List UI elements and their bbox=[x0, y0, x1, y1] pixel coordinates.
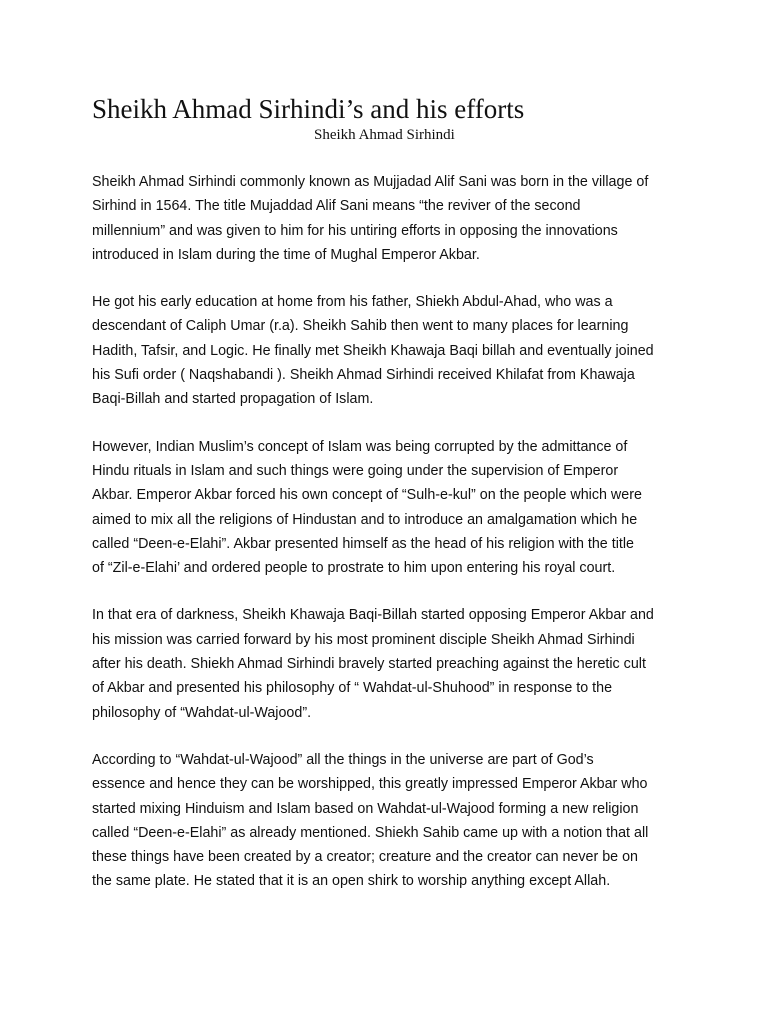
paragraph-line: started mixing Hinduism and Islam based on Wahdat-ul-Wajood forming a new religion bbox=[92, 800, 639, 817]
paragraph-line: called “Deen-e-Elahi” as already mentioned. Shiekh Sahib came up with a notion that all bbox=[92, 824, 649, 841]
paragraph-line: aimed to mix all the religions of Hindustan and to introduce an amalgamation which he bbox=[92, 511, 638, 528]
paragraph-line: after his death. Shiekh Ahmad Sirhindi bravely started preaching against the heretic cult bbox=[92, 656, 646, 673]
paragraph-line: However, Indian Muslim’s concept of Islam was being corrupted by the admittance of bbox=[92, 438, 628, 455]
paragraph-line: According to “Wahdat-ul-Wajood” all the things in the universe are part of God’s bbox=[92, 751, 594, 768]
paragraph-line: Baqi-Billah and started propagation of Islam. bbox=[92, 391, 374, 408]
paragraph-2 bbox=[92, 290, 682, 411]
paragraph-line: philosophy of “Wahdat-ul-Wajood”. bbox=[92, 704, 312, 721]
paragraph-line: of Akbar and presented his philosophy of “ Wahdat-ul-Shuhood” in response to the bbox=[92, 680, 613, 697]
paragraph-line: Hindu rituals in Islam and such things were going under the supervision of Emperor bbox=[92, 462, 619, 479]
paragraph-line: Sheikh Ahmad Sirhindi commonly known as Mujjadad Alif Sani was born in the village of bbox=[92, 174, 649, 190]
paragraph-line: Hadith, Tafsir, and Logic. He finally met Sheikh Khawaja Baqi billah and eventually joined bbox=[92, 342, 654, 359]
paragraph-3 bbox=[92, 435, 682, 581]
paragraph-line: In that era of darkness, Sheikh Khawaja Baqi-Billah started opposing Emperor Akbar and bbox=[92, 607, 654, 624]
paragraph-line: essence and hence they can be worshipped, this greatly impressed Emperor Akbar who bbox=[92, 776, 648, 793]
paragraph-line: the same plate. He stated that it is an open shirk to worship anything except Allah. bbox=[92, 873, 611, 890]
paragraph-4 bbox=[92, 603, 682, 724]
paragraph-line: introduced in Islam during the time of Mughal Emperor Akbar. bbox=[92, 246, 480, 263]
paragraph-line: He got his early education at home from his father, Shiekh Abdul-Ahad, who was a bbox=[92, 294, 613, 311]
document-subtitle: Sheikh Ahmad Sirhindi bbox=[314, 127, 455, 143]
paragraph-line: of “Zil-e-Elahi’ and ordered people to prostrate to him upon entering his royal court. bbox=[92, 560, 616, 577]
paragraph-line: millennium” and was given to him for his untiring efforts in opposing the innovations bbox=[92, 222, 618, 239]
paragraph-line: Akbar. Emperor Akbar forced his own concept of “Sulh-e-kul” on the people which were bbox=[92, 487, 642, 504]
document-body bbox=[92, 170, 682, 917]
paragraph-line: Sirhind in 1564. The title Mujaddad Alif Sani means “the reviver of the second bbox=[92, 198, 581, 215]
paragraph-1 bbox=[92, 170, 682, 267]
paragraph-line: his mission was carried forward by his most prominent disciple Sheikh Ahmad Sirhindi bbox=[92, 631, 635, 648]
paragraph-5 bbox=[92, 748, 682, 894]
document-title: Sheikh Ahmad Sirhindi’s and his efforts bbox=[92, 94, 525, 124]
paragraph-line: descendant of Caliph Umar (r.a). Sheikh Sahib then went to many places for learning bbox=[92, 318, 629, 335]
paragraph-line: called “Deen-e-Elahi”. Akbar presented himself as the head of his religion with the title bbox=[92, 535, 634, 552]
paragraph-line: these things have been created by a creator; creature and the creator can never be on bbox=[92, 849, 639, 866]
paragraph-line: his Sufi order ( Naqshabandi ). Sheikh Ahmad Sirhindi received Khilafat from Khawaja bbox=[92, 367, 635, 384]
